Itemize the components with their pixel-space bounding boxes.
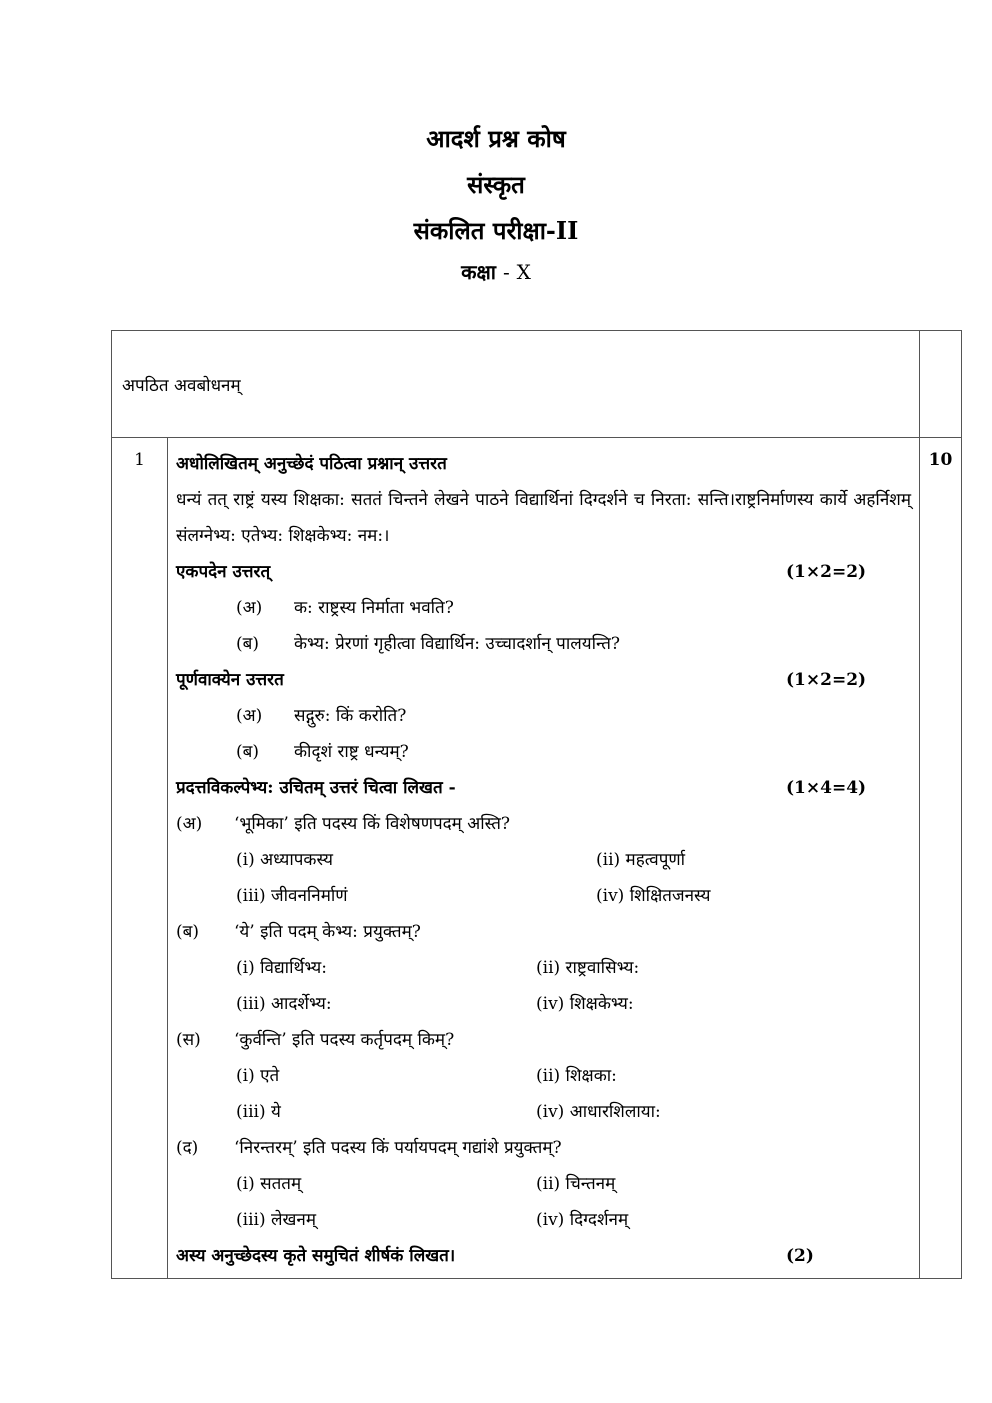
item-text: सद्गुरु: किं करोति?	[294, 706, 407, 726]
passage: धन्यं तत् राष्ट्रं यस्य शिक्षका: सततं चिन्तने लेखने पाठने विद्यार्थिनां दिग्दर्शने च निरता: सन्ति।राष्ट्रनिर्माणस्य कार्ये अहर्निशम् संलग्नेभ्य: एतेभ्य: शिक्षकेभ्य: नम:।	[176, 490, 911, 546]
item-label: (अ)	[236, 598, 263, 618]
item-text: ‘निरन्तरम्’ इति पदस्य किं पर्यायपदम् गद्यांशे प्रयुक्तम्?	[234, 1138, 562, 1158]
mcq-option: (iii) लेखनम्	[236, 1210, 317, 1230]
part-title: प्रदत्तविकल्पेभ्य: उचितम् उत्तरं चित्वा लिखत -	[176, 778, 456, 798]
item-text: क: राष्ट्रस्य निर्माता भवति?	[294, 598, 454, 618]
mcq-options-row	[176, 1058, 911, 1094]
item-label: (द)	[176, 1138, 199, 1158]
part-title: पूर्णवाक्येन उत्तरत	[176, 670, 284, 690]
mcq-option: (ii) महत्वपूर्णा	[596, 850, 686, 870]
item-text: ‘भूमिका’ इति पदस्य किं विशेषणपदम् अस्ति?	[234, 814, 511, 834]
question-table	[111, 330, 962, 1279]
mcq-option: (ii) शिक्षका:	[536, 1066, 617, 1086]
part-marks: (1×2=2)	[786, 562, 867, 582]
item-label: (अ)	[176, 814, 203, 834]
part-marks: (1×2=2)	[786, 670, 867, 690]
question-body	[168, 438, 920, 1279]
mcq-question	[176, 806, 911, 842]
class-value: X	[516, 260, 531, 284]
mcq-options-row	[176, 1166, 911, 1202]
part-title: एकपदेन उत्तरत्	[176, 562, 271, 582]
class-title: कक्षा - X	[461, 260, 531, 284]
mcq-option: (i) सततम्	[236, 1174, 302, 1194]
mcq-option: (iv) शिक्षकेभ्य:	[536, 994, 634, 1014]
item-label: (स)	[176, 1030, 201, 1050]
part-marks: (1×4=4)	[786, 778, 867, 798]
mcq-question	[176, 1022, 911, 1058]
mcq-options-row	[176, 1094, 911, 1130]
item-text: ‘कुर्वन्ति’ इति पदस्य कर्तृपदम् किम्?	[234, 1030, 455, 1050]
instruction: अधोलिखितम् अनुच्छेदं पठित्वा प्रश्नान् उत्तरत	[176, 454, 447, 474]
item-text: कीदृशं राष्ट्र धन्यम्?	[294, 742, 409, 762]
subject-title: संस्कृत	[467, 170, 525, 199]
mcq-option: (iii) जीवननिर्माणं	[236, 886, 348, 906]
mcq-option: (i) अध्यापकस्य	[236, 850, 333, 870]
mcq-options-row	[176, 986, 911, 1022]
list-item	[176, 626, 911, 662]
mcq-option: (i) विद्यार्थिभ्य:	[236, 958, 327, 978]
part-title: अस्य अनुच्छेदस्य कृते समुचितं शीर्षकं लिखत।	[176, 1246, 456, 1266]
section-heading: अपठित अवबोधनम्	[112, 331, 920, 438]
mcq-question	[176, 914, 911, 950]
mcq-options-row	[176, 842, 911, 878]
item-label: (ब)	[236, 742, 259, 762]
exam-title: संकलित परीक्षा-II	[413, 216, 579, 245]
list-item	[176, 590, 911, 626]
question-marks: 10	[920, 438, 962, 1279]
part2-title	[176, 662, 911, 698]
mcq-option: (iv) दिग्दर्शनम्	[536, 1210, 629, 1230]
class-label: कक्षा	[461, 260, 496, 284]
mcq-option: (iv) शिक्षितजनस्य	[596, 886, 711, 906]
list-item	[176, 698, 911, 734]
mcq-option: (i) एते	[236, 1066, 280, 1086]
mcq-option: (iii) ये	[236, 1102, 281, 1122]
mcq-options-row	[176, 878, 911, 914]
item-label: (ब)	[236, 634, 259, 654]
doc-title: आदर्श प्रश्न कोष	[426, 124, 566, 153]
item-label: (ब)	[176, 922, 199, 942]
mcq-question	[176, 1130, 911, 1166]
mcq-options-row	[176, 950, 911, 986]
part-marks: (2)	[786, 1246, 814, 1266]
mcq-option: (ii) चिन्तनम्	[536, 1174, 616, 1194]
item-label: (अ)	[236, 706, 263, 726]
mcq-option: (ii) राष्ट्रवासिभ्य:	[536, 958, 640, 978]
mcq-option: (iii) आदर्शेभ्य:	[236, 994, 332, 1014]
question-number: 1	[112, 438, 168, 1279]
item-text: ‘ये’ इति पदम् केभ्य: प्रयुक्तम्?	[234, 922, 421, 942]
mcq-options-row	[176, 1202, 911, 1238]
list-item	[176, 734, 911, 770]
part3-title	[176, 770, 911, 806]
item-text: केभ्य: प्रेरणां गृहीत्वा विद्यार्थिन: उच्चादर्शान् पालयन्ति?	[294, 634, 621, 654]
mcq-option: (iv) आधारशिलाया:	[536, 1102, 661, 1122]
part4-title	[176, 1238, 911, 1274]
part1-title	[176, 554, 911, 590]
